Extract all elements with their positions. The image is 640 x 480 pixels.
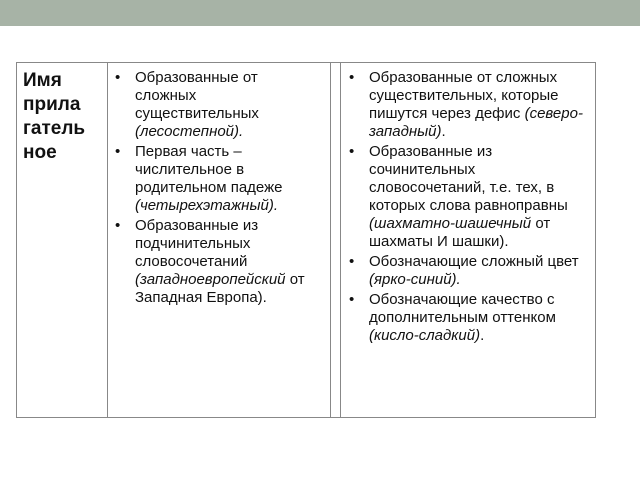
top-banner [0, 0, 640, 26]
list-item: • Обозначающие сложный цвет (ярко-синий). [347, 253, 593, 289]
list-item: • Образованные из сочинительных словосочетаний, т.е. тех, в которых слова равноправны (шахматно-шашечный от шахматы И шашки). [347, 143, 593, 251]
list-item: • Образованные из подчинительных словосочетаний (западноевропейский от Западная Европа). [113, 217, 321, 307]
column-divider [340, 63, 341, 417]
heading-line: гатель [23, 118, 86, 139]
list-item: • Образованные от сложных существительных (лесостепной). [113, 69, 321, 141]
column-divider [330, 63, 331, 417]
heading-line: прила [23, 94, 81, 115]
list-item: • Первая часть – числительное в родительном падеже (четырехэтажный). [113, 143, 321, 215]
list-item: • Образованные от сложных существительных, которые пишутся через дефис (северо-западный). [347, 69, 593, 141]
row-heading [23, 69, 107, 165]
heading-line: ное [23, 142, 57, 163]
heading-line: Имя [23, 70, 62, 91]
rules-table [16, 62, 596, 418]
list-item: • Обозначающие качество с дополнительным оттенком (кисло-сладкий). [347, 291, 593, 345]
list-compound-words [113, 69, 321, 309]
column-divider [107, 63, 108, 417]
list-hyphenated-words [347, 69, 593, 347]
